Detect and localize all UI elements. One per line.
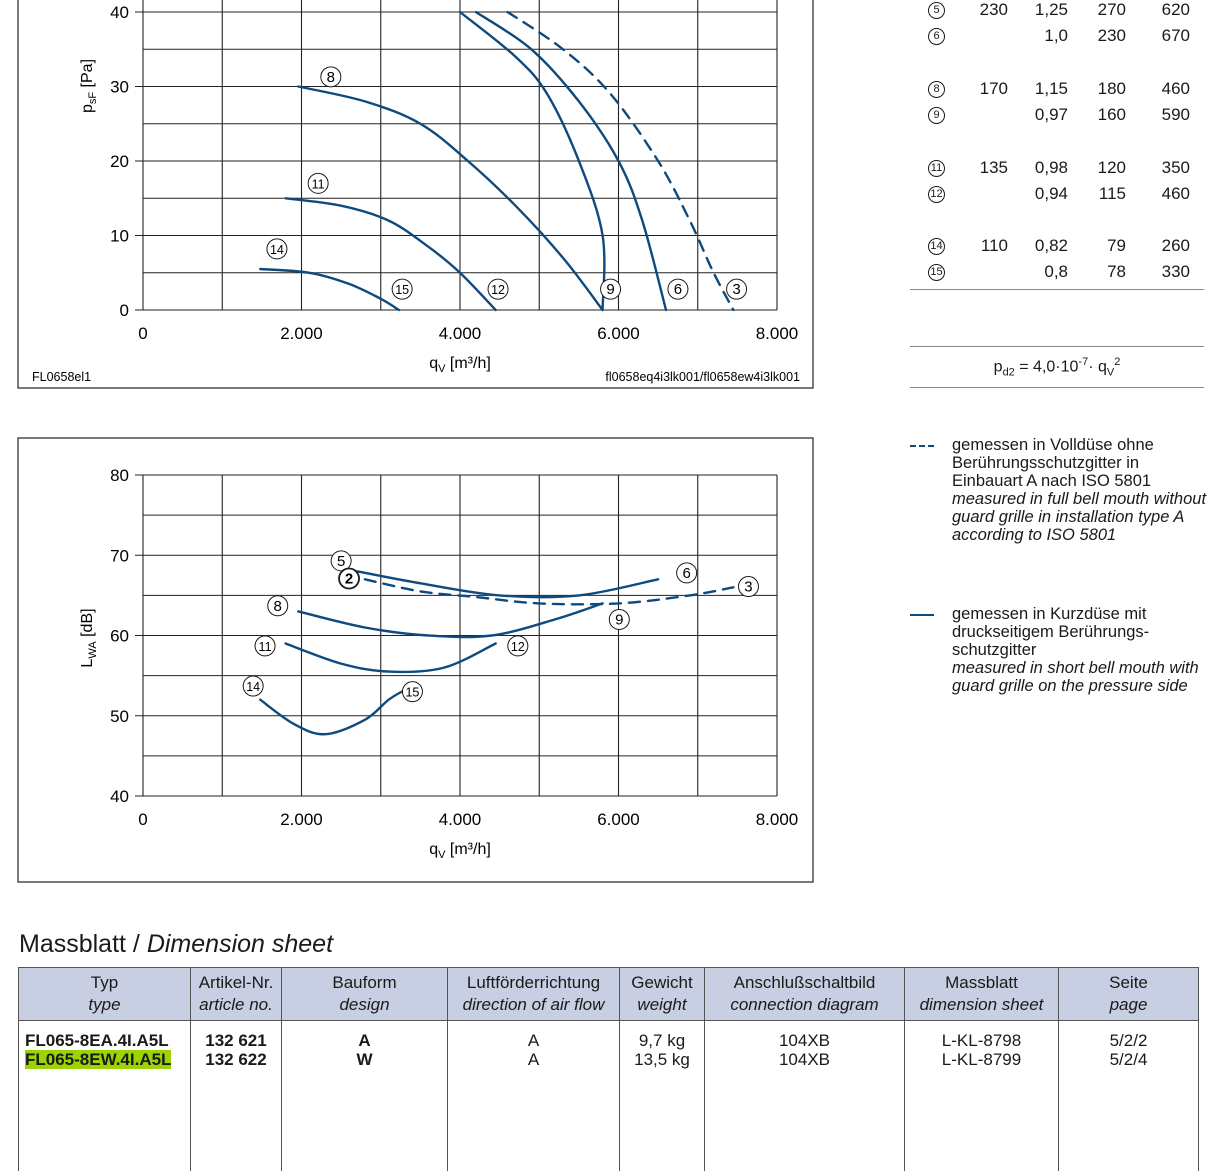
operating-point-value: 79 [1107, 236, 1126, 255]
operating-point-value: 230 [979, 0, 1008, 19]
svg-text:11: 11 [311, 177, 325, 192]
operating-point-row [910, 184, 1204, 208]
operating-point-value: 590 [1161, 105, 1190, 124]
cell-connection: 104XB 104XB [705, 1021, 905, 1172]
operating-point-value: 330 [1161, 262, 1190, 281]
header-airflow: Luftförderrichtung direction of air flow [448, 968, 620, 1021]
svg-text:12: 12 [491, 283, 505, 298]
pressure-chart-grid [135, 0, 777, 310]
x-tick-label: 2.000 [280, 810, 323, 829]
y-tick-label: 20 [110, 152, 129, 171]
legend-solid-text: gemessen in Kurzdüse mit druckseitigem Berührungs-schutzgitter measured in short bell mouth with guard grille on the pressure side [952, 605, 1199, 695]
y-tick-label: 40 [110, 787, 129, 806]
operating-point-value: 0,8 [1044, 262, 1068, 281]
operating-point-value: 170 [979, 79, 1008, 98]
y-tick-label: 40 [110, 3, 129, 22]
svg-text:6: 6 [673, 281, 683, 299]
operating-point-value: 180 [1097, 79, 1126, 98]
dimension-sheet-title: Massblatt / Dimension sheet [19, 930, 334, 958]
operating-point-id: 12 [928, 186, 945, 203]
pressure-chart-frame [18, 0, 813, 388]
pressure-footer-right: fl0658eq4i3lk001/fl0658ew4i3lk001 [605, 370, 800, 384]
operating-point-value: 0,98 [1034, 158, 1068, 177]
operating-point-row [910, 26, 1204, 50]
curve-14-15 [260, 690, 404, 734]
cell-airflow: A A [448, 1021, 620, 1172]
svg-text:14: 14 [269, 242, 284, 257]
header-design: Bauform design [282, 968, 448, 1021]
operating-points-table [910, 0, 1204, 390]
pressure-chart-curve-labels [267, 67, 747, 299]
pressure-footer-left: FL0658el1 [32, 370, 92, 384]
operating-point-row [910, 79, 1204, 103]
operating-point-value: 460 [1161, 79, 1190, 98]
operating-point-value: 1,15 [1034, 79, 1068, 98]
operating-point-value: 230 [1097, 26, 1126, 45]
table-divider [910, 387, 1204, 388]
sound-chart-curve-labels [243, 551, 758, 702]
curve-14 [260, 269, 399, 310]
operating-point-value: 115 [1098, 184, 1126, 203]
operating-point-value: 460 [1161, 184, 1190, 203]
y-tick-label: 60 [110, 626, 129, 646]
dashed-line-icon [910, 445, 934, 447]
x-tick-label: 2.000 [280, 324, 323, 343]
header-dimension-sheet: Massblatt dimension sheet [905, 968, 1059, 1021]
cell-design: A W [282, 1021, 448, 1172]
header-weight: Gewicht weight [620, 968, 705, 1021]
operating-point-row [910, 0, 1204, 24]
curve-label-8 [268, 596, 288, 616]
svg-text:5: 5 [336, 552, 346, 570]
x-tick-label: 8.000 [755, 324, 799, 343]
cell-type: FL065-8EA.4I.A5L FL065-8EW.4I.A5L [19, 1021, 191, 1172]
svg-text:15: 15 [395, 283, 410, 298]
curve-label-9 [601, 279, 621, 299]
operating-point-id: 6 [928, 28, 945, 45]
header-connection: Anschlußschaltbild connection diagram [705, 968, 905, 1021]
operating-point-row [910, 158, 1204, 182]
operating-point-value: 270 [1097, 0, 1126, 19]
table-divider [910, 346, 1204, 347]
svg-text:8: 8 [326, 68, 335, 86]
dimension-table [18, 967, 1199, 1171]
y-tick-label: 80 [110, 466, 129, 485]
pressure-chart-ticks [110, 3, 798, 343]
operating-point-row [910, 236, 1204, 260]
svg-text:14: 14 [246, 680, 261, 695]
operating-point-value: 620 [1161, 0, 1190, 19]
operating-point-value: 670 [1161, 26, 1190, 45]
y-tick-label: 10 [110, 226, 129, 246]
cell-weight: 9,7 kg 13,5 kg [620, 1021, 705, 1172]
dimension-table-body [19, 1021, 1199, 1172]
operating-point-id: 15 [928, 264, 945, 281]
curve-label-12 [488, 279, 508, 299]
sound-chart-ticks [110, 466, 798, 829]
solid-line-icon [910, 614, 934, 616]
curve-label-14 [243, 676, 263, 696]
operating-point-value: 110 [980, 236, 1008, 255]
curve-label-11 [308, 173, 328, 193]
operating-point-value: 1,25 [1034, 0, 1068, 19]
curve-11 [286, 198, 496, 310]
operating-point-id: 14 [928, 238, 945, 255]
operating-point-value: 135 [979, 158, 1008, 177]
sound-chart-frame [18, 438, 813, 882]
curve-label-15 [392, 279, 412, 299]
operating-point-row [910, 105, 1204, 129]
y-tick-label: 30 [110, 77, 129, 97]
operating-point-value: 350 [1161, 158, 1190, 177]
curve-8-9 [298, 603, 602, 637]
x-tick-label: 8.000 [755, 810, 799, 829]
x-tick-label: 6.000 [597, 324, 640, 343]
curve-5-6 [357, 571, 658, 597]
svg-text:6: 6 [682, 564, 691, 582]
operating-point-value: 78 [1107, 262, 1126, 281]
x-tick-label: 4.000 [438, 324, 482, 343]
table-divider [910, 289, 1204, 290]
curve-label-15 [402, 682, 422, 702]
y-tick-label: 0 [119, 301, 129, 320]
x-tick-label: 4.000 [438, 810, 482, 829]
legend-dashed-text: gemessen in Volldüse ohne Berührungsschutzgitter in Einbauart A nach ISO 5801 measured in full bell mouth without guard grille in installation type A according to ISO 5801 [952, 436, 1207, 544]
curve-label-6 [677, 563, 697, 583]
curve-label-6 [668, 279, 688, 299]
operating-point-row [910, 262, 1204, 286]
operating-point-value: 160 [1097, 105, 1126, 124]
svg-text:12: 12 [510, 639, 525, 654]
dimension-table-header [19, 968, 1199, 1021]
svg-text:15: 15 [405, 685, 420, 700]
cell-page: 5/2/2 5/2/4 [1059, 1021, 1199, 1172]
x-tick-label: 0 [138, 810, 148, 829]
svg-text:11: 11 [258, 639, 272, 654]
svg-text:3: 3 [744, 578, 753, 596]
operating-point-value: 120 [1097, 158, 1126, 177]
operating-point-value: 0,82 [1034, 236, 1068, 255]
highlighted-type: FL065-8EW.4I.A5L [25, 1050, 172, 1069]
svg-text:2: 2 [344, 570, 354, 588]
operating-point-value: 0,94 [1034, 184, 1068, 203]
svg-text:9: 9 [615, 611, 624, 629]
pressure-formula: $p_{d2} = 4,0\cdot 10^{-7}\cdot q_V^2$ [993, 356, 1121, 379]
header-type: Typ type [19, 968, 191, 1021]
svg-text:8: 8 [273, 597, 282, 615]
curve-label-9 [609, 609, 629, 629]
curve-11-12 [286, 644, 496, 672]
operating-point-value: 260 [1161, 236, 1190, 255]
sound-chart-grid [135, 475, 777, 796]
x-tick-label: 6.000 [597, 810, 640, 829]
curve-label-3 [727, 279, 747, 299]
pressure-x-axis-label: $q_V$ [m³/h] [429, 355, 491, 375]
curve-label-3 [738, 577, 758, 597]
header-page: Seite page [1059, 968, 1199, 1021]
operating-point-value: 1,0 [1044, 26, 1068, 45]
operating-point-id: 8 [928, 81, 945, 98]
sound-chart [0, 430, 830, 890]
cell-article: 132 621 132 622 [191, 1021, 282, 1172]
curve-label-12 [508, 636, 528, 656]
y-tick-label: 70 [110, 546, 129, 566]
curve-label-11 [255, 636, 275, 656]
svg-text:3: 3 [732, 281, 741, 299]
x-tick-label: 0 [138, 324, 148, 343]
operating-point-value: 0,97 [1034, 105, 1068, 124]
operating-point-id: 9 [928, 107, 945, 124]
curve-label-8 [321, 67, 341, 87]
curve-label-2 [339, 569, 359, 589]
pressure-chart [0, 0, 830, 395]
svg-text:9: 9 [606, 281, 615, 299]
pressure-y-axis-label: $p_{sF}$ [Pa] [79, 58, 99, 114]
operating-point-id: 11 [928, 160, 945, 177]
cell-dimension-sheet: L-KL-8798 L-KL-8799 [905, 1021, 1059, 1172]
sound-y-axis-label: $L_{WA}$ [dB] [79, 608, 99, 668]
operating-point-id: 5 [928, 2, 945, 19]
curve-label-14 [267, 239, 287, 259]
y-tick-label: 50 [110, 706, 129, 726]
header-article: Artikel-Nr. article no. [191, 968, 282, 1021]
sound-x-axis-label: $q_V$ [m³/h] [429, 841, 491, 861]
